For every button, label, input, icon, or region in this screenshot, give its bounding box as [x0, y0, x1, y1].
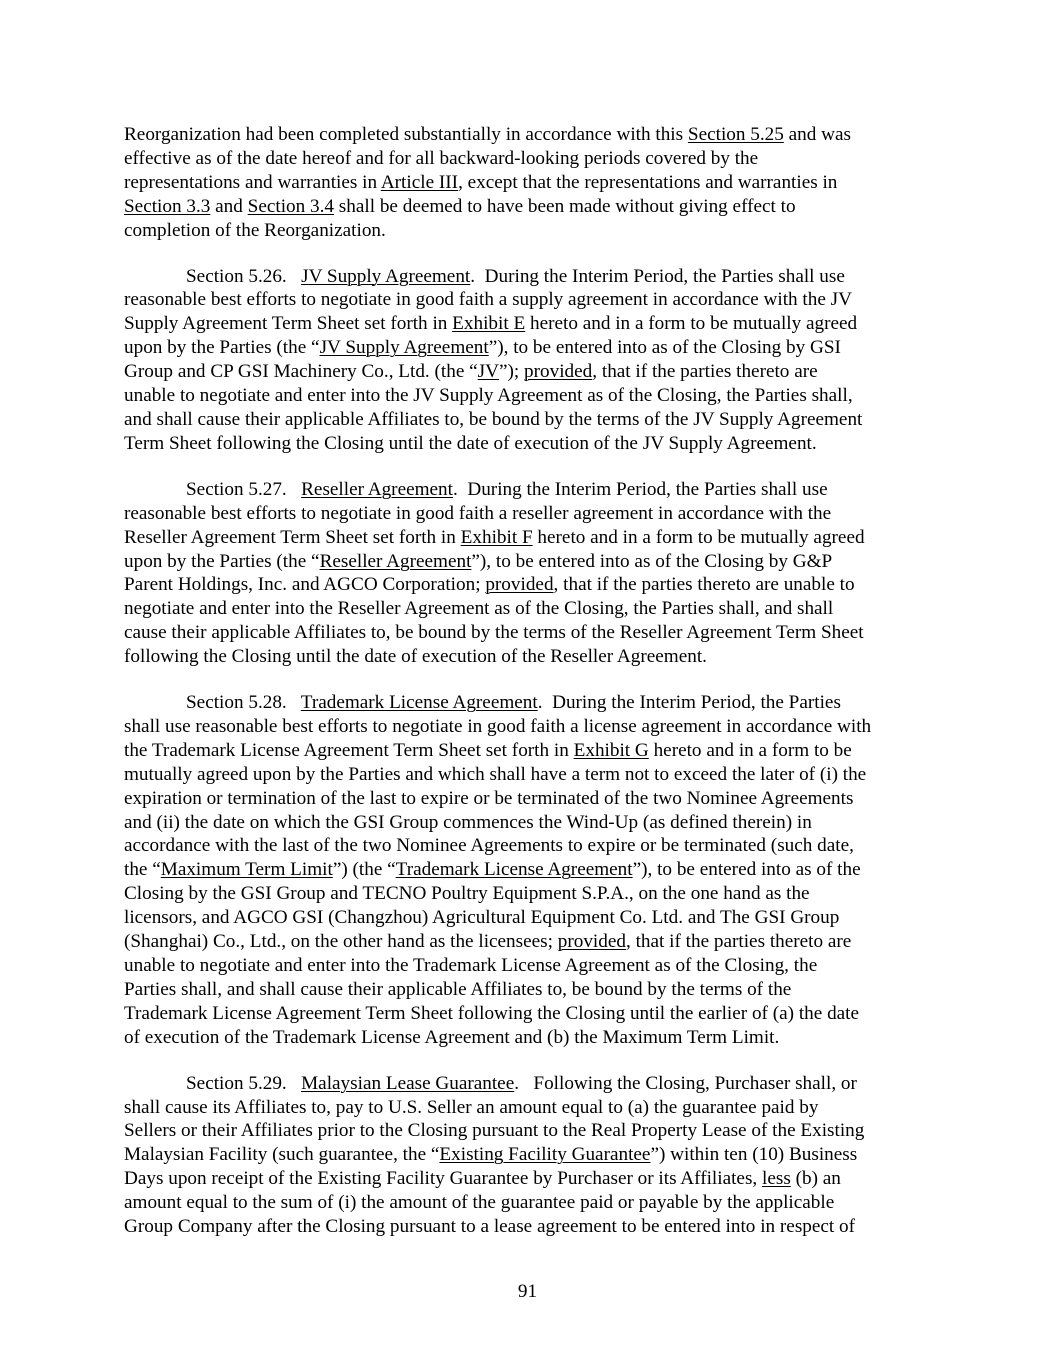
text-run: unable to negotiate and enter into the JV Supply Agreement as of the Closing, the Parties shall, — [124, 385, 853, 407]
text-run: unable to negotiate and enter into the Trademark License Agreement as of the Closing, the — [124, 955, 818, 976]
text-line — [124, 288, 932, 312]
underlined-term: Section 3.3 — [124, 195, 211, 217]
underlined-term: Reseller Agreement — [319, 550, 472, 572]
text-line — [124, 265, 932, 289]
text-line — [124, 1167, 932, 1191]
underlined-term: less — [762, 1168, 791, 1190]
text-line — [124, 1026, 932, 1050]
text-run: shall be deemed to have been made without giving effect to — [334, 195, 796, 217]
text-line — [124, 954, 932, 978]
underlined-term: Reseller Agreement — [301, 478, 453, 500]
text-run: (Shanghai) Co., Ltd., on the other hand as the licensees; — [124, 931, 558, 953]
underlined-term: Section 3.4 — [247, 195, 334, 217]
page-number: 91 — [517, 1281, 538, 1302]
text-run: licensors, and AGCO GSI (Changzhou) Agricultural Equipment Co. Ltd. and The GSI Group — [124, 907, 840, 929]
text-run: Section 5.29. — [186, 1072, 302, 1094]
text-run: and — [210, 195, 248, 217]
text-run: upon by the Parties (the “ — [124, 550, 320, 572]
text-run: the Trademark License Agreement Term Sheet set forth in — [124, 739, 574, 761]
text-run: Sellers or their Affiliates prior to the Closing pursuant to the Real Property Lease of the Existing — [124, 1120, 865, 1142]
text-line — [124, 1096, 932, 1120]
text-line — [124, 858, 932, 882]
text-line — [124, 550, 932, 574]
text-line — [124, 312, 932, 336]
underlined-term: Article III — [380, 171, 459, 193]
text-run: . During the Interim Period, the Parties shall use — [452, 478, 828, 500]
text-line — [124, 811, 932, 835]
text-run: ”), to be entered into as of the Closing by G&P — [471, 550, 833, 572]
text-line — [124, 147, 932, 171]
text-run: Group Company after the Closing pursuant to a lease agreement to be entered into in respect of — [124, 1216, 856, 1238]
text-run: ”), to be entered into as of the Closing by GSI — [488, 337, 841, 359]
text-run: Section 5.27. — [186, 478, 302, 500]
text-line — [124, 787, 932, 811]
underlined-term: Exhibit F — [460, 526, 533, 548]
underlined-term: provided — [485, 574, 554, 596]
text-run: , except that the representations and warranties in — [458, 171, 838, 193]
text-line — [124, 195, 932, 219]
text-run: effective as of the date hereof and for all backward-looking periods covered by the — [124, 147, 759, 169]
text-run: completion of the Reorganization. — [124, 219, 386, 241]
text-run: Supply Agreement Term Sheet set forth in — [124, 313, 453, 335]
text-line — [124, 715, 932, 739]
underlined-term: Exhibit E — [452, 313, 526, 335]
section-5-26-jv-supply-agreement — [124, 265, 932, 456]
text-line — [124, 502, 932, 526]
underlined-term: provided — [557, 931, 626, 953]
section-5-29-malaysian-lease-guarantee — [124, 1072, 932, 1239]
text-line — [124, 360, 932, 384]
underlined-term: Section 5.25 — [687, 124, 784, 145]
text-run: Trademark License Agreement Term Sheet following the Closing until the earlier of (a) the date — [124, 1002, 860, 1024]
text-line — [124, 597, 932, 621]
text-run: . During the Interim Period, the Parties — [537, 692, 841, 714]
text-run: and was — [783, 124, 851, 145]
text-run: hereto and in a form to be mutually agreed — [532, 526, 865, 548]
text-run: the “ — [124, 859, 161, 881]
text-line — [124, 739, 932, 763]
text-line — [124, 1215, 932, 1239]
text-run: Group and CP GSI Machinery Co., Ltd. (the “ — [124, 361, 478, 383]
text-run: expiration or termination of the last to expire or be terminated of the two Nominee Agreements — [124, 787, 854, 809]
text-line — [124, 573, 932, 597]
text-run: , that if the parties thereto are unable to — [553, 574, 855, 596]
document-body — [124, 123, 932, 1261]
text-run: amount equal to the sum of (i) the amount of the guarantee paid or payable by the applicable — [124, 1192, 835, 1214]
text-run: hereto and in a form to be — [648, 739, 852, 761]
text-line — [124, 930, 932, 954]
text-run: hereto and in a form to be mutually agreed — [525, 313, 858, 335]
text-line — [124, 408, 932, 432]
section-5-27-reseller-agreement — [124, 478, 932, 669]
text-run: Days upon receipt of the Existing Facility Guarantee by Purchaser or its Affiliates, — [124, 1168, 763, 1190]
text-run: reasonable best efforts to negotiate in good faith a supply agreement in accordance with the JV — [124, 289, 852, 311]
underlined-term: JV Supply Agreement — [301, 265, 471, 287]
text-line — [124, 763, 932, 787]
text-line — [124, 432, 932, 456]
text-run: , that if the parties thereto are — [592, 361, 818, 383]
underlined-term: provided — [524, 361, 593, 383]
text-run: (b) an — [790, 1168, 841, 1190]
text-run: representations and warranties in — [124, 171, 381, 193]
text-run: of execution of the Trademark License Agreement and (b) the Maximum Term Limit. — [124, 1026, 780, 1048]
underlined-term: Trademark License Agreement — [395, 859, 633, 881]
text-line — [124, 336, 932, 360]
text-line — [124, 1002, 932, 1026]
text-line — [124, 526, 932, 550]
text-run: shall cause its Affiliates to, pay to U.S. Seller an amount equal to (a) the guarantee paid by — [124, 1096, 819, 1118]
text-line — [124, 1191, 932, 1215]
text-run: ”); — [499, 361, 525, 383]
text-run: and shall cause their applicable Affiliates to, be bound by the terms of the JV Supply Agreement — [124, 408, 863, 430]
text-run: ”), to be entered into as of the — [632, 859, 861, 881]
text-run: Term Sheet following the Closing until the date of execution of the JV Supply Agreement. — [124, 432, 817, 454]
text-line — [124, 171, 932, 195]
text-run: Parent Holdings, Inc. and AGCO Corporation; — [124, 574, 486, 596]
text-line — [124, 1119, 932, 1143]
text-run: cause their applicable Affiliates to, be bound by the terms of the Reseller Agreement Term Sheet — [124, 622, 864, 644]
text-line — [124, 621, 932, 645]
text-run: Parties shall, and shall cause their applicable Affiliates to, be bound by the terms of the — [124, 978, 792, 1000]
underlined-term: Maximum Term Limit — [160, 859, 333, 881]
text-run: ”) (the “ — [332, 859, 396, 881]
text-run: accordance with the last of the two Nominee Agreements to expire or be terminated (such date, — [124, 835, 854, 857]
underlined-term: JV — [477, 361, 499, 383]
underlined-term: Exhibit G — [573, 739, 649, 761]
text-line — [124, 834, 932, 858]
text-line — [124, 906, 932, 930]
text-run: upon by the Parties (the “ — [124, 337, 320, 359]
text-run: Reseller Agreement Term Sheet set forth in — [124, 526, 461, 548]
text-line — [124, 478, 932, 502]
underlined-term: Existing Facility Guarantee — [439, 1144, 651, 1166]
text-run: and (ii) the date on which the GSI Group commences the Wind-Up (as defined therein) in — [124, 811, 812, 833]
text-run: . Following the Closing, Purchaser shall, or — [514, 1072, 857, 1094]
section-5-28-trademark-license-agreement — [124, 691, 932, 1050]
underlined-term: Malaysian Lease Guarantee — [301, 1072, 515, 1094]
text-line — [124, 978, 932, 1002]
underlined-term: JV Supply Agreement — [319, 337, 489, 359]
text-run: reasonable best efforts to negotiate in good faith a reseller agreement in accordance with the — [124, 502, 832, 524]
text-run: Section 5.28. — [186, 692, 301, 714]
text-line — [124, 882, 932, 906]
text-line — [124, 384, 932, 408]
text-run: ”) within ten (10) Business — [650, 1144, 858, 1166]
text-run: Section 5.26. — [186, 265, 302, 287]
text-line — [124, 691, 932, 715]
text-run: mutually agreed upon by the Parties and which shall have a term not to exceed the later of (i) the — [124, 763, 867, 785]
underlined-term: Trademark License Agreement — [300, 692, 538, 714]
text-run: negotiate and enter into the Reseller Agreement as of the Closing, the Parties shall, and shall — [124, 598, 834, 620]
text-run: . During the Interim Period, the Parties shall use — [470, 265, 845, 287]
paragraph-reorganization-continuation — [124, 123, 932, 243]
text-line — [124, 645, 932, 669]
text-line — [124, 1143, 932, 1167]
text-run: , that if the parties thereto are — [625, 931, 852, 953]
text-line — [124, 123, 932, 147]
text-line — [124, 1072, 932, 1096]
text-run: Malaysian Facility (such guarantee, the “ — [124, 1144, 440, 1166]
text-run: Closing by the GSI Group and TECNO Poultry Equipment S.P.A., on the one hand as the — [124, 883, 810, 905]
text-run: following the Closing until the date of execution of the Reseller Agreement. — [124, 646, 707, 668]
text-line — [124, 219, 932, 243]
text-run: Reorganization had been completed substantially in accordance with this — [124, 124, 688, 145]
text-run: shall use reasonable best efforts to negotiate in good faith a license agreement in accordance with — [124, 715, 872, 737]
